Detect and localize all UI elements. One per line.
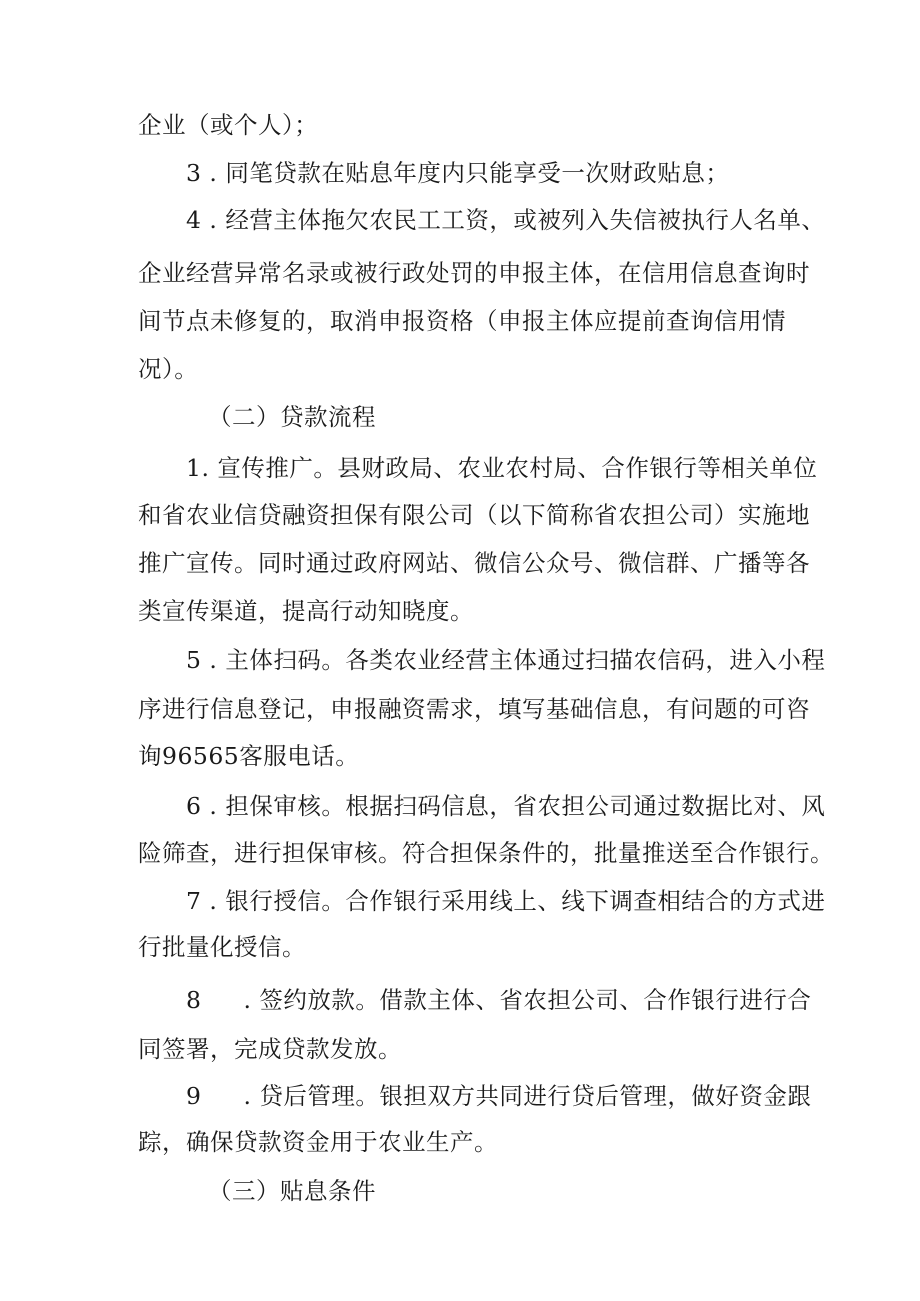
item-number: 8 [186, 986, 202, 1014]
text-line: 况）。 [138, 355, 199, 383]
item-text: . 签约放款。借款主体、省农担公司、合作银行进行合 [243, 986, 812, 1014]
text-line: 4 . 经营主体拖欠农民工工资，或被列入失信被执行人名单、 [186, 206, 826, 234]
text-line: 7 . 银行授信。合作银行采用线上、线下调查相结合的方式进 [186, 887, 826, 915]
text-line: 类宣传渠道，提高行动知晓度。 [138, 597, 474, 625]
text-line: 6 . 担保审核。根据扫码信息，省农担公司通过数据比对、风 [186, 792, 826, 820]
text-line: 企业（或个人）； [138, 111, 319, 139]
text-line: 行批量化授信。 [138, 933, 306, 961]
item-text: . 贷后管理。银担双方共同进行贷后管理，做好资金跟 [243, 1082, 812, 1110]
text-line: 1. 宣传推广。县财政局、农业农村局、合作银行等相关单位 [186, 454, 818, 482]
text-line: 间节点未修复的，取消申报资格（申报主体应提前查询信用情 [138, 307, 786, 335]
text-line: 3 . 同笔贷款在贴息年度内只能享受一次财政贴息； [186, 159, 730, 187]
text-line [186, 1081, 811, 1111]
text-line: 推广宣传。同时通过政府网站、微信公众号、微信群、广播等各 [138, 549, 810, 577]
text-line: 5 . 主体扫码。各类农业经营主体通过扫描农信码，进入小程 [186, 646, 826, 674]
item-number: 9 [186, 1082, 202, 1110]
text-line: 险筛查，进行担保审核。符合担保条件的，批量推送至合作银行。 [138, 839, 834, 867]
section-heading: （二）贷款流程 [208, 403, 376, 431]
text-line: 企业经营异常名录或被行政处罚的申报主体，在信用信息查询时 [138, 259, 810, 287]
text-line [186, 985, 811, 1015]
text-line: 踪，确保贷款资金用于农业生产。 [138, 1128, 498, 1156]
text-line: 和省农业信贷融资担保有限公司（以下简称省农担公司）实施地 [138, 501, 810, 529]
text-line: 序进行信息登记，申报融资需求，填写基础信息，有问题的可咨 [138, 695, 810, 723]
section-heading: （三）贴息条件 [208, 1177, 376, 1205]
text-line: 询96565客服电话。 [138, 742, 360, 770]
text-line: 同签署，完成贷款发放。 [138, 1035, 402, 1063]
